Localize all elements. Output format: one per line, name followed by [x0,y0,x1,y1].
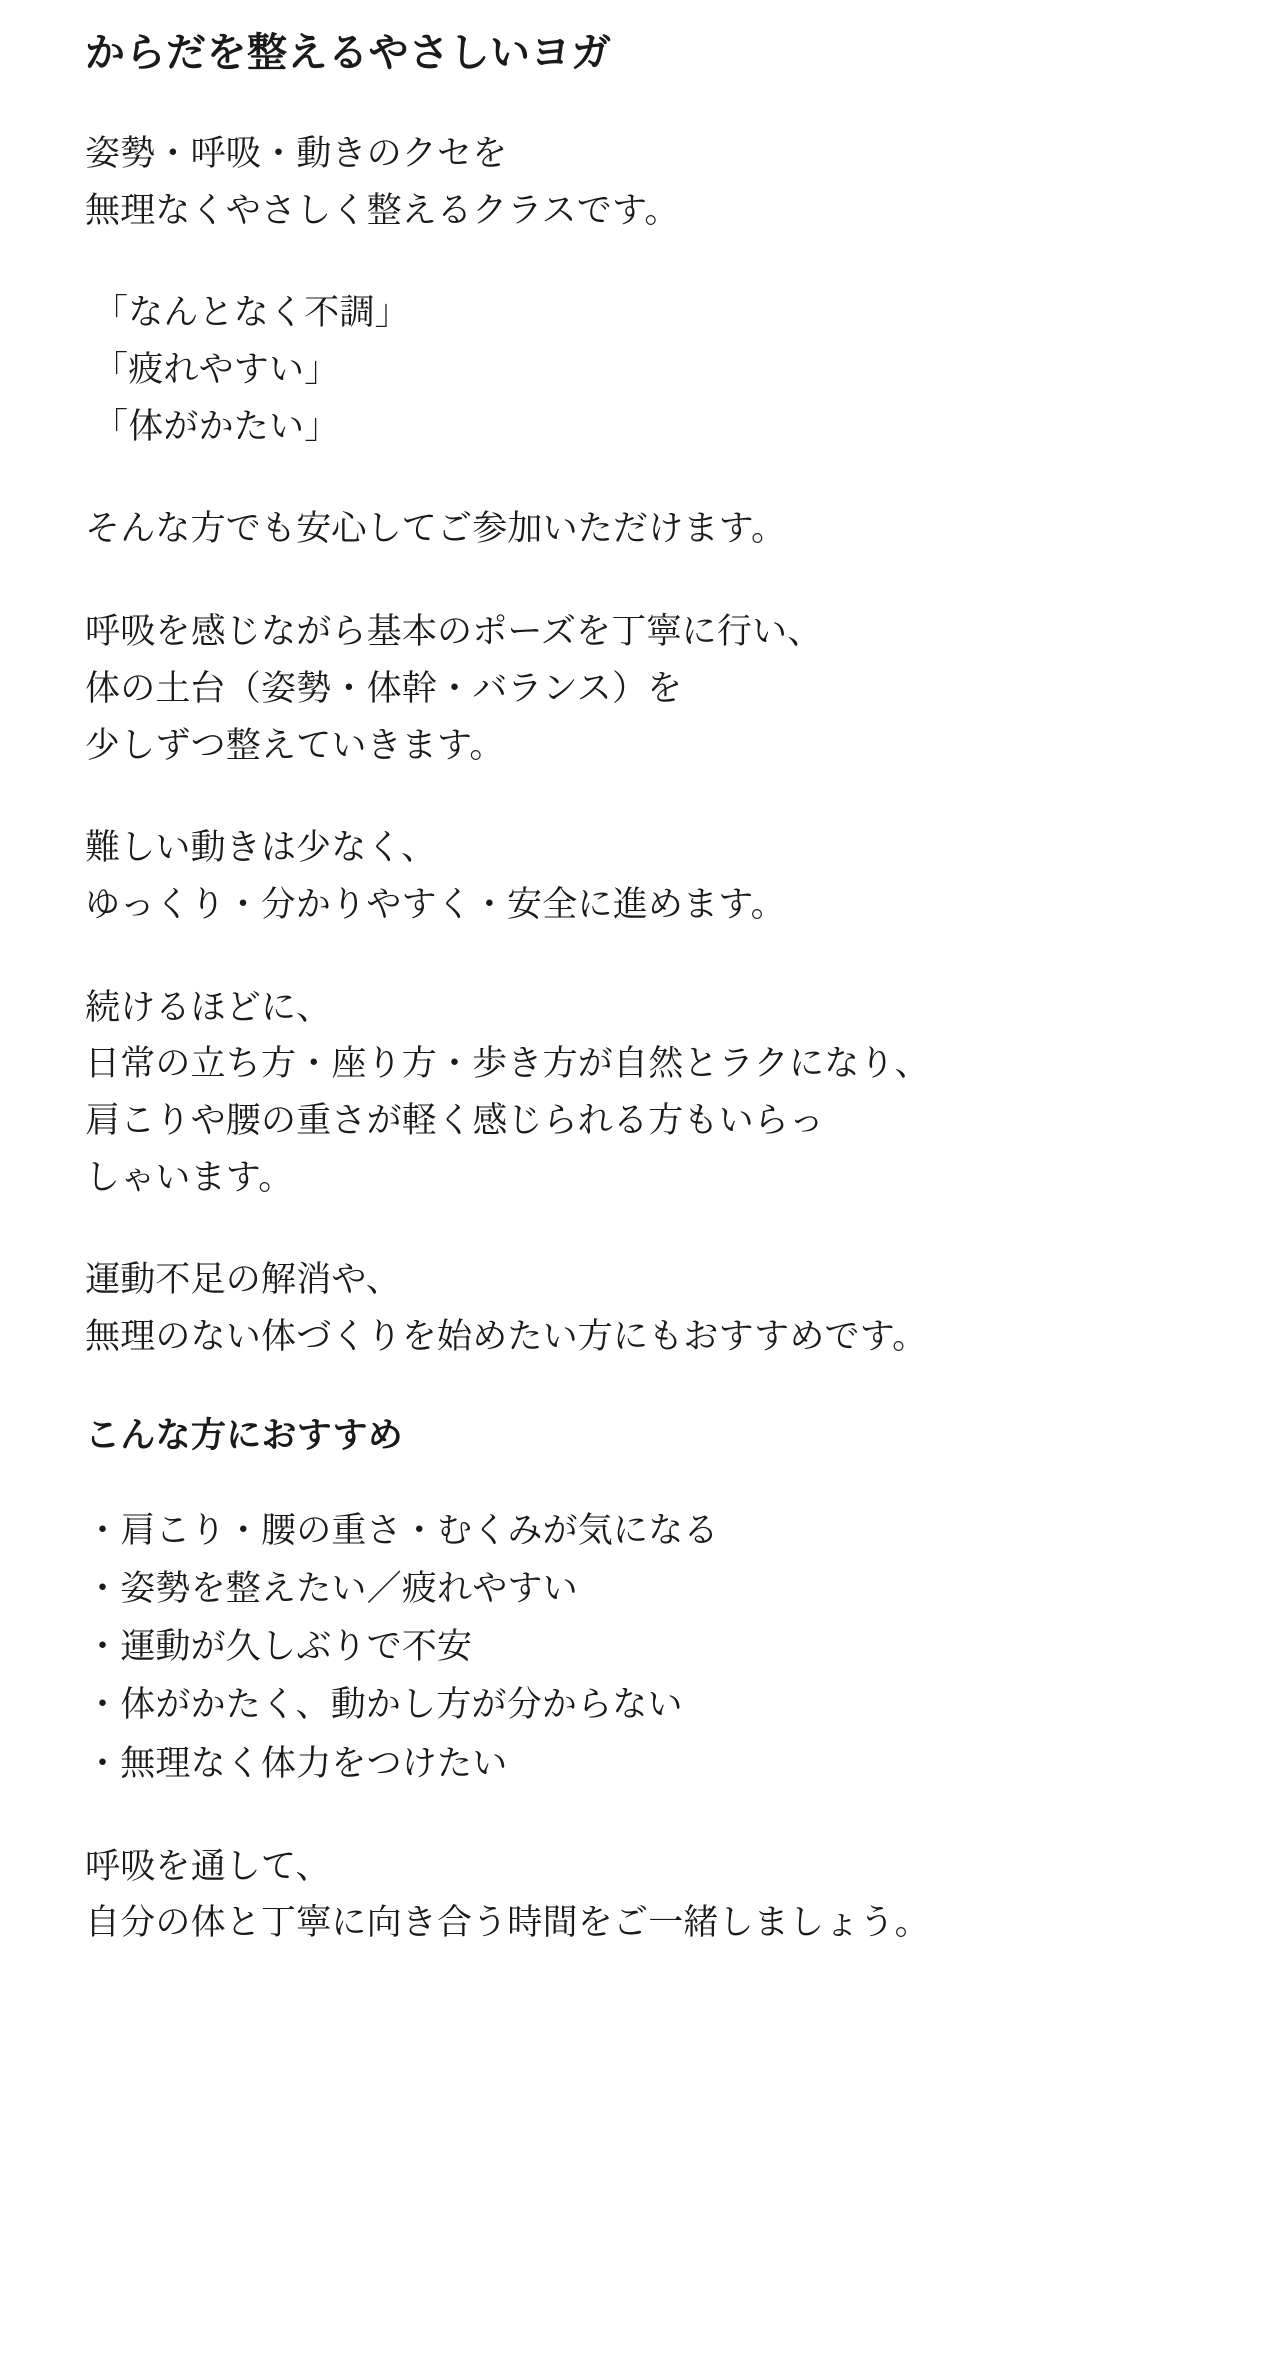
list-item: ・無理なく体力をつけたい [85,1743,508,1783]
paragraph-difficulty [85,820,1220,933]
recommended-list [85,1502,1220,1792]
list-item: ・姿勢を整えたい／疲れやすい [85,1569,578,1609]
text-line: 運動不足の解消や、 [85,1260,402,1300]
text-line: 日常の立ち方・座り方・歩き方が自然とラクになり、 [85,1044,930,1084]
text-line: 「なんとなく不調」 [93,293,410,333]
text-line: 難しい動きは少なく、 [85,828,437,868]
text-line: 「体がかたい」 [93,406,340,446]
paragraph-intro [85,126,1220,239]
paragraph-reassurance [85,501,1220,558]
paragraph-method [85,604,1220,774]
list-item: ・体がかたく、動かし方が分からない [85,1685,683,1725]
text-line: 「疲れやすい」 [93,350,340,390]
text-line: ゆっくり・分かりやすく・安全に進めます。 [85,884,786,924]
paragraph-exercise [85,1252,1220,1365]
paragraph-closing [85,1839,1220,1952]
section-heading-recommended: こんな方におすすめ [85,1415,404,1455]
text-line: 無理のない体づくりを始めたい方にもおすすめです。 [85,1317,928,1356]
text-line: 自分の体と丁寧に向き合う時間をご一緒しましょう。 [85,1903,930,1943]
text-line: 体の土台（姿勢・体幹・バランス）を [85,668,683,708]
list-item: ・運動が久しぶりで不安 [85,1627,473,1667]
text-line: 無理なくやさしく整えるクラスです。 [85,190,680,230]
text-line: 肩こりや腰の重さが軽く感じられる方もいらっ [85,1100,825,1140]
text-line: そんな方でも安心してご参加いただけます。 [85,509,787,549]
text-line: 姿勢・呼吸・動きのクセを [85,134,508,173]
text-line: 少しずつ整えていきます。 [85,725,505,765]
paragraph-quotes [85,285,1220,455]
text-line: 呼吸を感じながら基本のポーズを丁寧に行い、 [85,612,823,652]
text-line: 続けるほどに、 [85,987,332,1027]
paragraph-benefits [85,980,1220,1207]
list-item: ・肩こり・腰の重さ・むくみが気になる [85,1511,719,1551]
text-line: しゃいます。 [85,1157,294,1197]
text-line: 呼吸を通して、 [85,1846,331,1886]
page-title: からだを整えるやさしいヨガ [85,30,612,75]
